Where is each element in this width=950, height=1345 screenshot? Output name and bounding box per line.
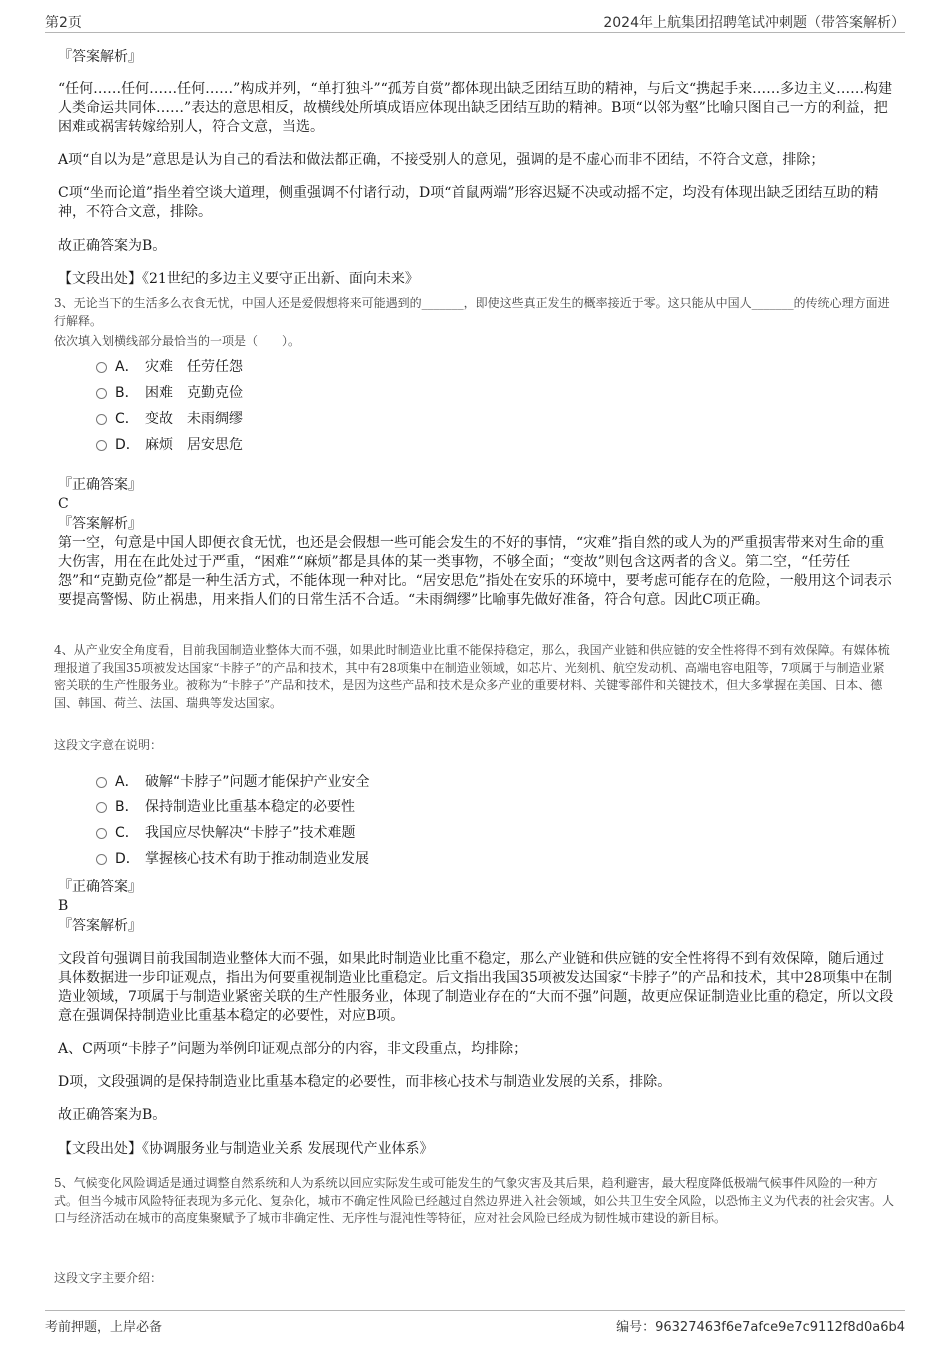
q4-option-b[interactable]: B． 保持制造业比重基本稳定的必要性 — [96, 798, 355, 816]
q4-analysis-p3: D项，文段强调的是保持制造业比重基本稳定的必要性，而非核心技术与制造业发展的关系，排除。 — [58, 1074, 672, 1090]
q4-analysis-p2: A、C两项“卡脖子”问题为举例印证观点部分的内容，非文段重点，均排除； — [58, 1041, 528, 1057]
page-number: 第2页 — [45, 15, 82, 31]
radio-icon[interactable] — [96, 828, 107, 839]
q3-analysis: 第一空，句意是中国人即便衣食无忧，也还是会假想一些可能会发生的不好的事情，“灾难”指自然的或人为的严重损害带来对生命的重大伤害，用在在此处过于严重，“困难”“麻烦”都是具体的某一类事物，不够全面；“变故”则包含这两者的含义。第二空，“任劳任怨”和“克勤克俭”都是一种生活方式，不能体现一种对比。“居安思危”指处在安乐的环境中，要考虑可能存在的危险，一般用这个词表示要提高警惕、防止祸患，用来指人们的日常生活不合适。“未雨绸缪”比喻事先做好准备，符合句意。因此C项正确。 — [58, 535, 892, 608]
q3-stem: 3、无论当下的生活多么衣食无忧，中国人还是爱假想将来可能遇到的_______，即使这些真正发生的概率接近于零。这只能从中国人_______的传统心理方面进行解释。 — [54, 296, 890, 328]
document-title: 2024年上航集团招聘笔试冲刺题（带答案解析） — [603, 15, 905, 31]
footer-slogan: 考前押题，上岸必备 — [45, 1320, 163, 1335]
radio-icon[interactable] — [96, 777, 107, 788]
q4-option-c[interactable]: C． 我国应尽快解决“卡脖子”技术难题 — [96, 824, 356, 842]
q2-analysis-p2: A项“自以为是”意思是认为自己的看法和做法都正确，不接受别人的意见，强调的是不虚心而非不团结，不符合文意，排除； — [58, 152, 825, 168]
q2-analysis-label: 『答案解析』 — [58, 49, 142, 65]
page-header — [45, 10, 905, 33]
q4-answer-label: 『正确答案』 — [58, 879, 142, 895]
q3-option-d[interactable]: D． 麻烦 居安思危 — [96, 436, 243, 454]
q2-analysis-p3: C项“坐而论道”指坐着空谈大道理，侧重强调不付诸行动，D项“首鼠两端”形容迟疑不决或动摇不定，均没有体现出缺乏团结互助的精神，不符合文意，排除。 — [58, 185, 879, 220]
radio-icon[interactable] — [96, 440, 107, 451]
q3-answer-label: 『正确答案』 — [58, 477, 142, 493]
q3-option-b[interactable]: B． 困难 克勤克俭 — [96, 384, 243, 402]
q2-analysis-p1: “任何……任何……任何……”构成并列，“单打独斗”“孤芳自赏”都体现出缺乏团结互助的精神，与后文“携起手来……多边主义……构建人类命运共同体……”表达的意思相反，故横线处所填成语应体现出缺乏团结互助的精神。B项“以邻为壑”比喻只图自己一方的利益，把困难或祸害转嫁给别人，符合文意，当选。 — [58, 81, 893, 135]
document-id: 编号：96327463f6e7afce9e7c9112f8d0a6b4 — [616, 1320, 905, 1335]
q5-stem: 5、气候变化风险调适是通过调整自然系统和人为系统以回应实际发生或可能发生的气象灾害及其后果，趋利避害，最大程度降低极端气候事件风险的一种方式。但当今城市风险特征表现为多元化、复杂化，城市不确定性风险已经越过自然边界进入社会领域，如公共卫生安全风险，以恐怖主义为代表的社会灾害。人口与经济活动在城市的高度集聚赋予了城市非确定性、无序性与混沌性等特征，应对社会风险已经成为韧性城市建设的新目标。 — [54, 1176, 895, 1225]
radio-icon[interactable] — [96, 414, 107, 425]
q4-source: 【文段出处】《协调服务业与制造业关系 发展现代产业体系》 — [58, 1141, 434, 1157]
radio-icon[interactable] — [96, 388, 107, 399]
radio-icon[interactable] — [96, 854, 107, 865]
q4-analysis-p1: 文段首句强调目前我国制造业整体大而不强，如果此时制造业比重不稳定，那么产业链和供应链的安全性将得不到有效保障，随后通过具体数据进一步印证观点，指出为何要重视制造业比重稳定。后文指出我国35项被发达国家“卡脖子”的产品和技术，其中28项集中在制造业领域，7项属于与制造业紧密关联的生产性服务业，体现了制造业存在的“大而不强”问题，故更应保证制造业比重的稳定，所以文段意在强调保持制造业比重基本稳定的必要性，对应B项。 — [58, 951, 894, 1024]
q4-prompt: 这段文字意在说明： — [54, 738, 163, 752]
q3-answer: C — [58, 496, 69, 512]
radio-icon[interactable] — [96, 802, 107, 813]
q3-prompt: 依次填入划横线部分最恰当的一项是（ ）。 — [54, 334, 301, 348]
q4-stem: 4、从产业安全角度看，目前我国制造业整体大而不强，如果此时制造业比重不能保持稳定，那么，我国产业链和供应链的安全性将得不到有效保障。有媒体梳理报道了我国35项被发达国家“卡脖子”的产品和技术，其中有28项集中在制造业领域，如芯片、光刻机、航空发动机、高端电容电阻等，7项属于与制造业紧密关联的生产性服务业。被称为“卡脖子”产品和技术，是因为这些产品和技术是众多产业的重要材料、关键零部件和关键技术，但大多掌握在美国、日本、德国、韩国、荷兰、法国、瑞典等发达国家。 — [54, 643, 890, 710]
q2-analysis-p4: 故正确答案为B。 — [58, 238, 167, 254]
radio-icon[interactable] — [96, 362, 107, 373]
q3-option-c[interactable]: C． 变故 未雨绸缪 — [96, 410, 243, 428]
page-footer — [45, 1310, 905, 1337]
q3-analysis-label: 『答案解析』 — [58, 516, 142, 532]
q2-source: 【文段出处】《21世纪的多边主义要守正出新、面向未来》 — [58, 271, 419, 287]
q4-answer: B — [58, 898, 69, 914]
q4-option-a[interactable]: A． 破解“卡脖子”问题才能保护产业安全 — [96, 773, 370, 791]
q5-prompt: 这段文字主要介绍： — [54, 1271, 163, 1285]
q4-analysis-label: 『答案解析』 — [58, 918, 142, 934]
q4-analysis-p4: 故正确答案为B。 — [58, 1107, 167, 1123]
q3-option-a[interactable]: A． 灾难 任劳任怨 — [96, 358, 243, 376]
q4-option-d[interactable]: D． 掌握核心技术有助于推动制造业发展 — [96, 850, 369, 868]
